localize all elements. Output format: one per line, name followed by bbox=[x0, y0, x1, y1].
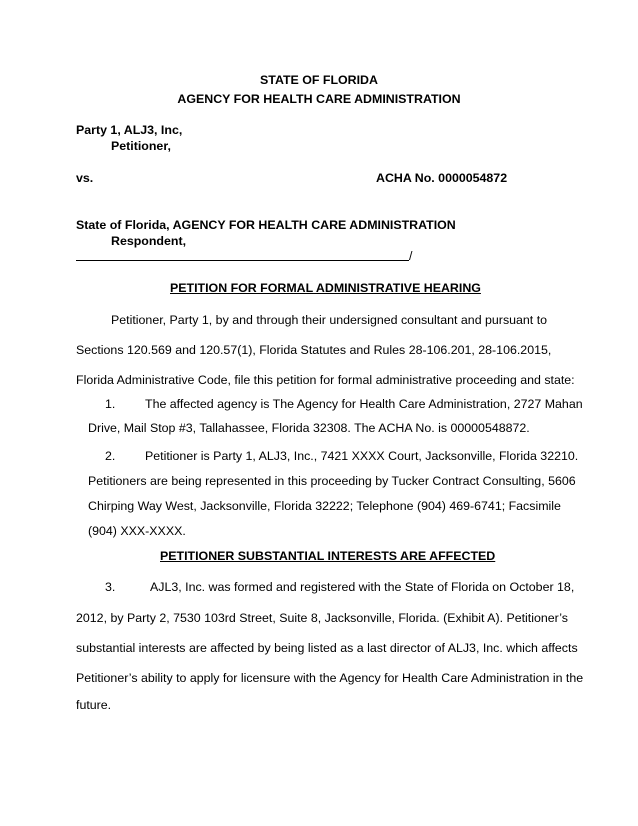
item-2-line-2: Petitioners are being represented in this proceeding by Tucker Contract Consulting, 5606 bbox=[88, 474, 576, 488]
item-2-line-1: Petitioner is Party 1, ALJ3, Inc., 7421 XXXX Court, Jacksonville, Florida 32210. bbox=[145, 449, 579, 463]
caption-party: Party 1, ALJ3, Inc, bbox=[76, 123, 183, 137]
caption-case-number: ACHA No. 0000054872 bbox=[376, 171, 508, 185]
intro-line-2: Sections 120.569 and 120.57(1), Florida Statutes and Rules 28-106.201, 28-106.2015, bbox=[76, 343, 552, 357]
caption-state: STATE OF FLORIDA bbox=[260, 73, 378, 87]
caption-respondent-role: Respondent, bbox=[111, 234, 187, 248]
caption-petitioner-role: Petitioner, bbox=[111, 139, 171, 153]
item-3-line-1: AJL3, Inc. was formed and registered with the State of Florida on October 18, bbox=[150, 580, 575, 594]
caption-agency: AGENCY FOR HEALTH CARE ADMINISTRATION bbox=[177, 92, 461, 106]
intro-line-1: Petitioner, Party 1, by and through their undersigned consultant and pursuant to bbox=[111, 313, 548, 327]
item-3-line-3: substantial interests are affected by being listed as a last director of ALJ3, Inc. which affects bbox=[76, 641, 578, 655]
item-3-line-5: future. bbox=[76, 698, 112, 712]
petition-title: PETITION FOR FORMAL ADMINISTRATIVE HEARING bbox=[170, 281, 481, 295]
item-3-line-2: 2012, by Party 2, 7530 103rd Street, Suite 8, Jacksonville, Florida. (Exhibit A). Petitioner’s bbox=[76, 611, 568, 625]
item-1-line-2: Drive, Mail Stop #3, Tallahassee, Florida 32308. The ACHA No. is 00000548872. bbox=[88, 421, 530, 435]
item-2-line-3: Chirping Way West, Jacksonville, Florida 32222; Telephone (904) 469-6741; Facsimile bbox=[88, 499, 561, 513]
item-2-number: 2. bbox=[105, 449, 116, 463]
item-3-line-4: Petitioner’s ability to apply for licensure with the Agency for Health Care Administration in the bbox=[76, 671, 584, 685]
item-1-number: 1. bbox=[105, 397, 116, 411]
intro-line-3: Florida Administrative Code, file this petition for formal administrative proceeding and state: bbox=[76, 373, 575, 387]
item-1-line-1: The affected agency is The Agency for Health Care Administration, 2727 Mahan bbox=[145, 397, 583, 411]
caption-rule bbox=[76, 260, 409, 261]
caption-rule-end: / bbox=[409, 249, 413, 263]
item-3-number: 3. bbox=[105, 580, 116, 594]
section-heading: PETITIONER SUBSTANTIAL INTERESTS ARE AFFECTED bbox=[160, 549, 496, 563]
caption-vs: vs. bbox=[76, 171, 94, 185]
caption-respondent-name: State of Florida, AGENCY FOR HEALTH CARE ADMINISTRATION bbox=[76, 218, 456, 232]
item-2-line-4: (904) XXX-XXXX. bbox=[88, 524, 186, 538]
